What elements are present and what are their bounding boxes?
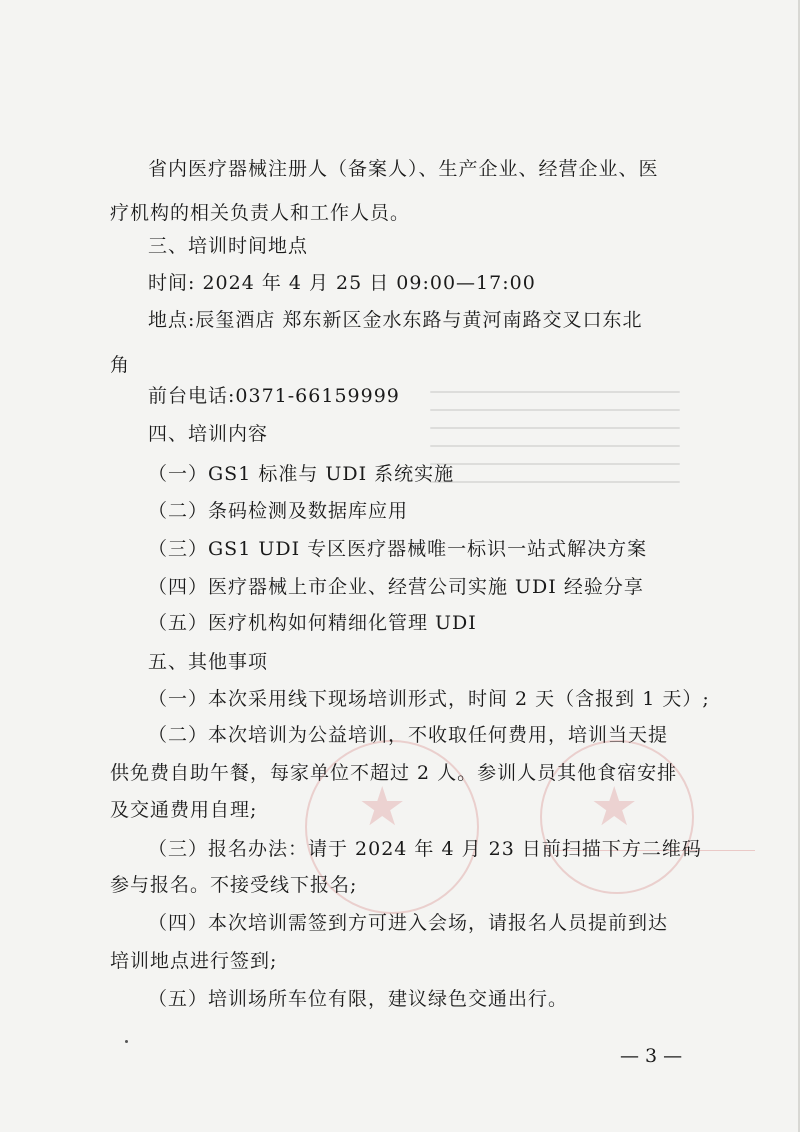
list-item: （三）报名办法：请于 2024 年 4 月 23 日前扫描下方二维码	[148, 838, 702, 860]
section-heading: 三、培训时间地点	[148, 235, 309, 257]
body-line: 角	[110, 354, 131, 376]
bleed-through-text	[430, 375, 680, 525]
body-line: 疗机构的相关负责人和工作人员。	[110, 202, 411, 224]
seal-star-icon: ★	[590, 775, 639, 838]
body-line: 地点:辰玺酒店 郑东新区金水东路与黄河南路交叉口东北	[148, 309, 643, 331]
body-line: 供免费自助午餐，每家单位不超过 2 人。参训人员其他食宿安排	[110, 762, 678, 784]
list-item: （五）医疗机构如何精细化管理 UDI	[148, 612, 477, 634]
list-item: （四）医疗器械上市企业、经营公司实施 UDI 经验分享	[148, 576, 644, 598]
seal-star-icon: ★	[358, 775, 407, 838]
list-item: （二）条码检测及数据库应用	[148, 500, 409, 522]
list-item: （三）GS1 UDI 专区医疗器械唯一标识一站式解决方案	[148, 538, 648, 560]
body-line: 培训地点进行签到;	[110, 950, 278, 972]
body-line: 省内医疗器械注册人（备案人）、生产企业、经营企业、医	[148, 158, 659, 180]
list-item: （二）本次培训为公益培训，不收取任何费用，培训当天提	[148, 724, 669, 746]
list-item: （一）GS1 标准与 UDI 系统实施	[148, 463, 455, 485]
list-item: （一）本次采用线下现场培训形式，时间 2 天（含报到 1 天）;	[148, 688, 710, 710]
body-line: 参与报名。不接受线下报名;	[110, 874, 358, 896]
page-number: — 3 —	[620, 1045, 683, 1067]
section-heading: 四、培训内容	[148, 423, 269, 445]
list-item: （四）本次培训需签到方可进入会场，请报名人员提前到达	[148, 912, 669, 934]
scan-speck	[125, 1040, 128, 1043]
list-item: （五）培训场所车位有限，建议绿色交通出行。	[148, 988, 569, 1010]
section-heading: 五、其他事项	[148, 651, 269, 673]
body-line: 前台电话:0371-66159999	[148, 385, 400, 407]
body-line: 时间: 2024 年 4 月 25 日 09:00—17:00	[148, 272, 536, 294]
body-line: 及交通费用自理;	[110, 799, 258, 821]
